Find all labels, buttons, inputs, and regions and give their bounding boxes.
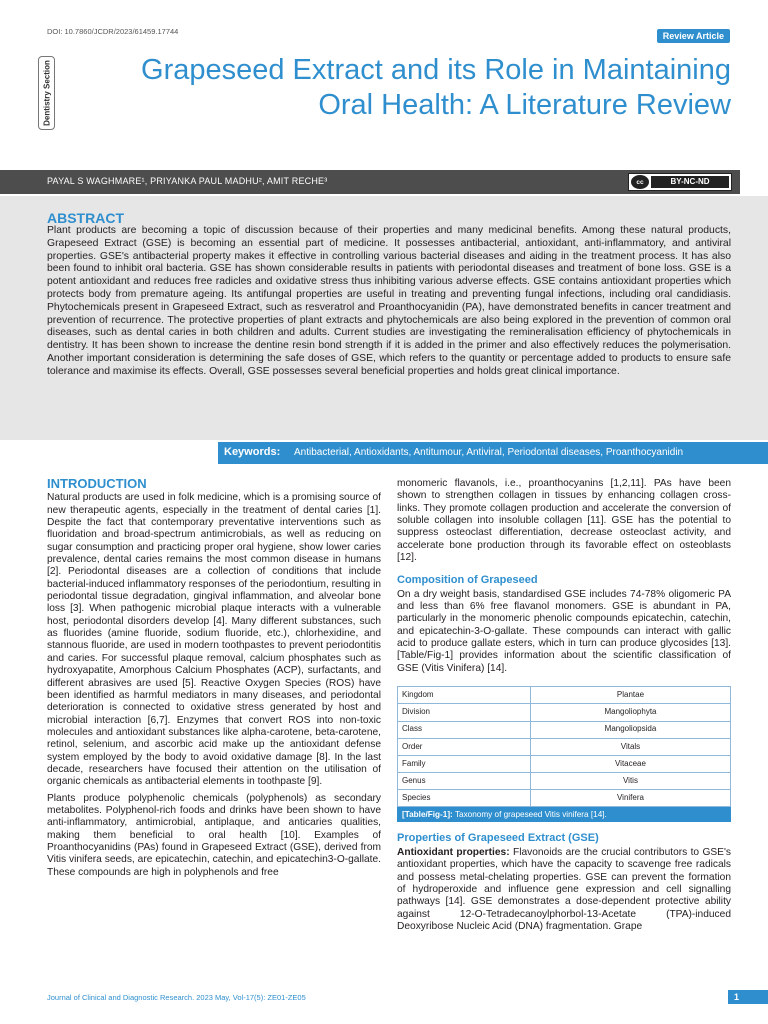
taxonomy-rank: Kingdom: [398, 687, 531, 704]
table-row: [398, 773, 731, 790]
taxonomy-value: Plantae: [530, 687, 730, 704]
abstract-heading: ABSTRACT: [47, 210, 124, 226]
section-tab: [38, 56, 55, 130]
creative-commons-icon: cc: [631, 175, 649, 189]
taxonomy-rank: Genus: [398, 773, 531, 790]
abstract-text: Plant products are becoming a topic of discussion because of their properties and many medicinal benefits. Among these natural products, Grapeseed Extract (GSE) is becoming an essential part of medicine. It possesses antibacterial, antioxidant, anti-inflammatory, and antiviral properties. GSE's antibacterial property makes it effective in controlling various bacterial diseases and aiding in the treatment process. It has also been found to inhibit oral bacteria. GSE has shown considerable results in patients with periodontal diseases and treatment of bone loss. GSE is a potent antioxidant and reduces free radicles and oxidative stress thus inhibiting various adverse effects. GSE contains antioxidant properties which protects body from premature ageing. Its antifungal properties are useful in treating and preventing fungal infections, including oral candidiasis. Phytochemicals present in Grapeseed Extract, such as resveratrol and Proanthocyanidin (PA), have demonstrated benefits in cancer treatment and prevention of recurrence. The protective properties of plant extracts and phytochemicals are also being explored in the prevention of common oral diseases, such as dental caries in both children and adults. Current studies are investigating the remineralisation efficiency of phytochemicals in dentistry. It has been shown to increase the dentine resin bond strength if it is added in the primer and also effectively reduces the polymerisation. Another important consideration is determining the safe doses of GSE, which refers to the quantity or percentage added to products to ensure safe tolerance and maximise its effects. Overall, GSE possesses several beneficial properties and holds great clinical importance.: [47, 225, 731, 377]
table-caption-label[interactable]: [Table/Fig-1]:: [402, 810, 453, 820]
author-list: PAYAL S WAGHMARE¹, PRIYANKA PAUL MADHU², AMIT RECHE³: [47, 176, 328, 186]
taxonomy-rank: Class: [398, 721, 531, 738]
author-bar: [0, 170, 740, 194]
taxonomy-value: Vitaceae: [530, 755, 730, 772]
taxonomy-value: Vinifera: [530, 790, 730, 807]
left-column: [47, 478, 381, 879]
license-badge[interactable]: [628, 173, 732, 191]
title-line-2: Oral Health: A Literature Review: [318, 89, 731, 121]
table-caption-text: Taxonomy of grapeseed Vitis vinifera [14].: [454, 810, 607, 820]
page-number: 1: [728, 990, 768, 1004]
keywords-label: Keywords:: [224, 446, 281, 458]
article-title: [95, 53, 731, 123]
table-row: [398, 687, 731, 704]
taxonomy-table: [397, 686, 731, 807]
table-row: [398, 790, 731, 807]
doi-text: DOI: 10.7860/JCDR/2023/61459.17744: [47, 27, 179, 36]
keywords-values: Antibacterial, Antioxidants, Antitumour, Antiviral, Periodontal diseases, Proanthocyanidin: [294, 447, 684, 458]
keywords-bar: [218, 442, 768, 464]
properties-heading: Properties of Grapeseed Extract (GSE): [397, 832, 599, 845]
taxonomy-value: Vitals: [530, 738, 730, 755]
introduction-heading: INTRODUCTION: [47, 476, 147, 491]
journal-footer: Journal of Clinical and Diagnostic Research. 2023 May, Vol-17(5): ZE01-ZE05: [47, 993, 306, 1002]
composition-text: On a dry weight basis, standardised GSE includes 74-78% oligomeric PA and less than 6% free flavanol monomers. GSE is abundant in PA, particularly in the monomeric phenolic compounds epicatechin, catechin, and epicatechin-3-O-gallate. These compounds can interact with gallic acid to produce gallate esters, which in turn can produce glycosides [13]. [Table/Fig-1] provides information about the scientific classification of GSE (Vitis Vinifera) [14].: [397, 588, 731, 674]
taxonomy-value: Mangoliopsida: [530, 721, 730, 738]
title-line-1: Grapeseed Extract and its Role in Maintaining: [141, 54, 731, 86]
intro-paragraph-3: monomeric flavanols, i.e., proanthocyanins [1,2,11]. PAs have been shown to strengthen collagen in tissues by enhancing collagen cross-links. They promote collagen production and accelerate the conversion of soluble collagen into insoluble collagen [11]. GSE has the potential to suppress osteoclast differentiation, decrease osteoclast activity, and accelerate bone production through its favorable effect on osteoblasts [12].: [397, 478, 731, 564]
table-row: [398, 721, 731, 738]
intro-paragraph-1: Natural products are used in folk medicine, which is a promising source of new therapeutic agents, especially in the treatment of dental caries [1]. Despite the fact that contemporary preventative interventions such as fluoridation and broad-spectrum antimicrobials, as well as reducing on sugar consumption and practicing proper oral hygiene, show lower caries prevalence, dental caries remains the most common disease in humans [2]. Periodontal diseases are a collection of conditions that include bacterial-induced inflammatory responses of the periodontium, resulting in periodontal tissue degradation, gingival inflammation, and alveolar bone loss [3]. When pathogenic microbial plaque interacts with a vulnerable host, periodontal disorders develop [4]. Many different substances, such as fluorides (amine fluoride, sodium fluoride, etc.), chlorhexidine, and stannous fluoride, are used in modern toothpastes to prevent periodontitis and caries. For successful plaque removal, calcium phosphates such as hydroxyapatite, Amorphous Calcium Phosphates (ACP), surfactants, and different abrasives are used [5]. Reactive Oxygen Species (ROS) have been identified as harmful mediators in many diseases, and periodontal deterioration is connected to oxidative stress generated by host and microbial interaction [6,7]. Enzymes that convert ROS into non-toxic molecules and antioxidant substances like alpha-carotene, beta-carotene, retinol, selenium, and ascorbic acid make up the antioxidant defense system employed by the body to avoid oxidative damage [8]. In the last decade, researchers have focused their attention on the utilisation of organic chemicals as antibacterial elements in toothpaste [9].: [47, 492, 381, 788]
section-label: Dentistry Section: [42, 60, 51, 126]
table-row: [398, 738, 731, 755]
antioxidant-lead: Antioxidant properties:: [397, 846, 510, 858]
article-type-badge: Review Article: [657, 29, 730, 43]
taxonomy-value: Vitis: [530, 773, 730, 790]
table-row: [398, 755, 731, 772]
table-row: [398, 704, 731, 721]
table-caption: [397, 807, 731, 822]
intro-paragraph-2: Plants produce polyphenolic chemicals (polyphenols) as secondary metabolites. Polyphenol-rich foods and drinks have been shown to have anti-inflammatory, antimicrobial, antiplaque, and anticaries qualities, making them beneficial to oral health [10]. Examples of Proanthocyanidins (PAs) found in Grapeseed Extract (GSE), derived from Vitis vinifera seeds, are epicatechin, catechin, and epicatechin3-O-gallate. These compounds are high in polyphenols and free: [47, 792, 381, 878]
taxonomy-rank: Division: [398, 704, 531, 721]
taxonomy-rank: Order: [398, 738, 531, 755]
taxonomy-rank: Family: [398, 755, 531, 772]
taxonomy-value: Mangoliophyta: [530, 704, 730, 721]
license-text: BY-NC-ND: [651, 176, 729, 188]
composition-heading: Composition of Grapeseed: [397, 574, 538, 587]
properties-text: [397, 847, 731, 933]
taxonomy-rank: Species: [398, 790, 531, 807]
right-column: [397, 478, 731, 933]
antioxidant-text: Flavonoids are the crucial contributors to GSE's antioxidant properties, which have the capacity to scavenge free radicals and possess metal-chelating properties. GSE can prevent the formation of hydroperoxide and influence gene expression and cell signalling pathways [14]. GSE demonstrates a dose-dependent protective ability against 12-O-Tetradecanoylphorbol-13-Acetate (TPA)-induced Deoxyribose Nucleic Acid (DNA) fragmentation. Grape: [397, 846, 731, 932]
